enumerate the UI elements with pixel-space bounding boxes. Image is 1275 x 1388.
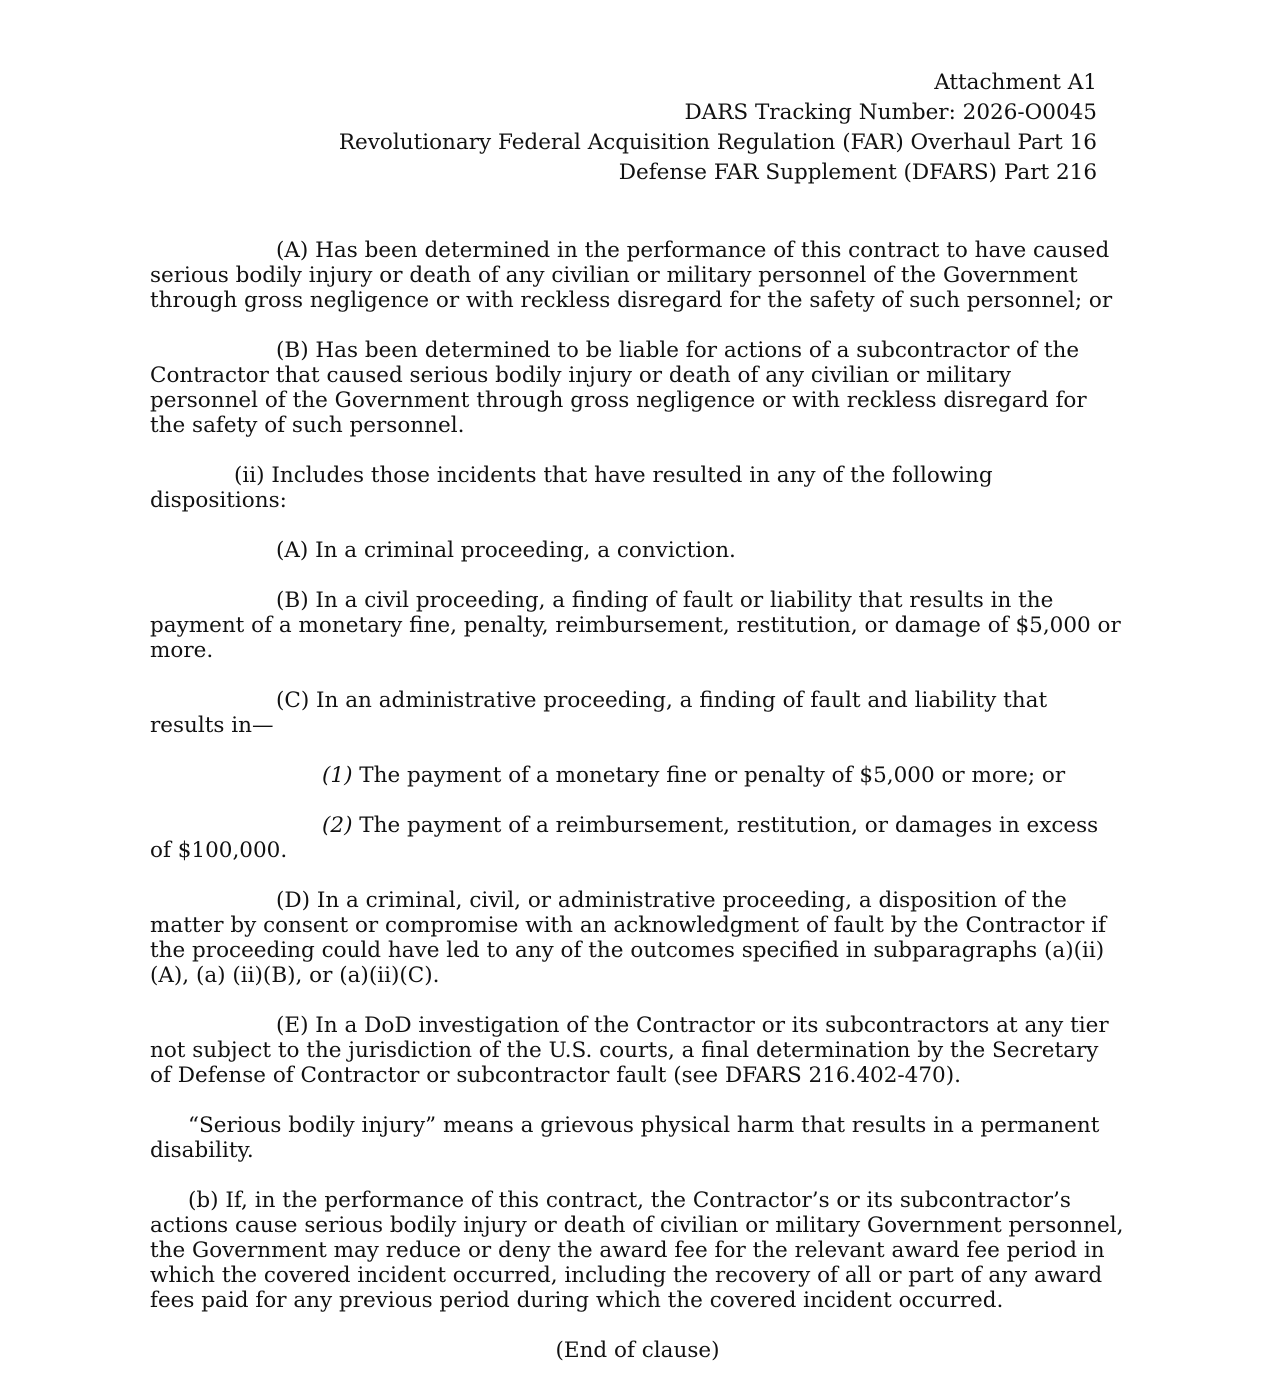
paragraph-a-ii-a: (A) In a criminal proceeding, a conviction. [276,538,736,563]
attachment-label: Attachment A1 [934,70,1097,95]
document-body [150,238,1125,1363]
document-page [150,68,1125,1388]
item-number-1: (1) [322,763,353,788]
far-part-title: Revolutionary Federal Acquisition Regulation (FAR) Overhaul Part 16 [338,130,1097,155]
paragraph-a-i-b: (B) Has been determined to be liable for actions of a subcontractor of the Contractor that caused serious bodily injury or death of any civilian or military personnel of the Government through gross negligence or with reckless disregard for the safety of such personnel. [150,338,1087,438]
paragraph-a-ii: (ii) Includes those incidents that have resulted in any of the following dispositions: [150,463,993,513]
item-text-1: The payment of a monetary fine or penalty of $5,000 or more; or [352,763,1066,788]
definition-serious-bodily-injury: “Serious bodily injury” means a grievous physical harm that results in a permanent disability. [150,1113,1100,1163]
end-of-clause: (End of clause) [555,1338,720,1363]
paragraph-b: (b) If, in the performance of this contract, the Contractor’s or its subcontractor’s actions cause serious bodily injury or death of civilian or military Government personnel, the Government may reduce or deny the award fee for the relevant award fee period in which the covered incident occurred, including the recovery of all or part of any award fees paid for any previous period during which the covered incident occurred. [150,1188,1124,1313]
tracking-number: DARS Tracking Number: 2026-O0045 [684,100,1097,125]
paragraph-a-ii-e: (E) In a DoD investigation of the Contractor or its subcontractors at any tier not subject to the jurisdiction of the U.S. courts, a final determination by the Secretary of Defense of Contractor or subcontractor fault (see DFARS 216.402-470). [150,1013,1109,1088]
dfars-part-title: Defense FAR Supplement (DFARS) Part 216 [618,160,1097,185]
paragraph-a-i-a: (A) Has been determined in the performance of this contract to have caused serious bodily injury or death of any civilian or military personnel of the Government through gross negligence or with reckless disregard for the safety of such personnel; or [150,238,1113,313]
paragraph-a-ii-d: (D) In a criminal, civil, or administrative proceeding, a disposition of the matter by consent or compromise with an acknowledgment of fault by the Contractor if the proceeding could have led to any of the outcomes specified in subparagraphs (a)(ii)(A), (a) (ii)(B), or (a)(ii)(C). [150,888,1107,988]
item-text-2: The payment of a reimbursement, restitution, or damages in excess of $100,000. [150,813,1099,863]
paragraph-a-ii-c-1 [150,763,1125,788]
paragraph-a-ii-c-2 [150,813,1125,863]
paragraph-a-ii-c: (C) In an administrative proceeding, a finding of fault and liability that results in— [150,688,1048,738]
paragraph-a-ii-b: (B) In a civil proceeding, a finding of fault or liability that results in the payment of a monetary fine, penalty, reimbursement, restitution, or damage of $5,000 or more. [150,588,1121,663]
item-number-2: (2) [322,813,353,838]
document-header [150,68,1097,188]
